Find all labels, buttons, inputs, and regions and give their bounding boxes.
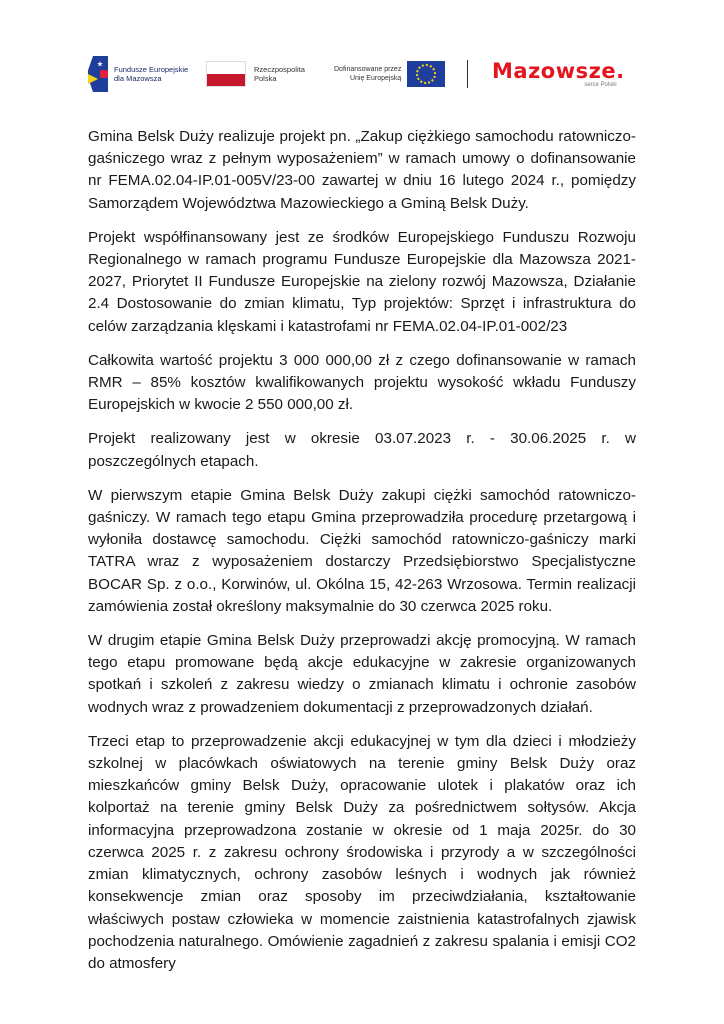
fe-logo-text: Fundusze Europejskie dla Mazowsza [114, 65, 189, 83]
fundusze-europejskie-logo [88, 52, 188, 96]
funding-logo-bar [88, 52, 648, 96]
eu-flag-icon [407, 61, 445, 87]
pl-logo-text: Rzeczpospolita Polska [254, 65, 305, 83]
mazowsze-wordmark: Mazowsze. [492, 59, 625, 83]
polish-flag-icon [206, 61, 246, 87]
rzeczpospolita-polska-logo [206, 52, 305, 96]
paragraph-total-value: Całkowita wartość projektu 3 000 000,00 zł z czego dofinansowanie w ramach RMR – 85% kosztów kwalifikowanych projektu wysokość wkładu Funduszy Europejskich w kwocie 2 550 000,00 zł. [88, 351, 636, 414]
document-body [88, 126, 636, 987]
paragraph-period: Projekt realizowany jest w okresie 03.07.2023 r. - 30.06.2025 r. w poszczególnych etapach. [88, 430, 636, 470]
paragraph-stage-two: W drugim etapie Gmina Belsk Duży przeprowadzi akcję promocyjną. W ramach tego etapu promowane będą akcje edukacyjne w zakresie organizowanych spotkań i szkoleń z zakresu wiedzy o zmianach klimatu i ochronie zasobów wodnych wraz z prowadzeniem dokumentacji z przeprowadzonych działań. [88, 632, 636, 716]
eu-logo-text: Dofinansowane przez Unię Europejską [334, 66, 402, 82]
logo-divider [467, 60, 468, 88]
paragraph-project-intro: Gmina Belsk Duży realizuje projekt pn. „Zakup ciężkiego samochodu ratowniczo-gaśniczego wraz z pełnym wyposażeniem” w ramach umowy o dofinansowanie nr FEMA.02.04-IP.01-005V/23-00 zawartej w dniu 16 lutego 2024 r., pomiędzy Samorządem Województwa Mazowieckiego a Gminą Belsk Duży. [88, 128, 636, 212]
mazowsze-logo [492, 52, 625, 96]
paragraph-cofinancing: Projekt współfinansowany jest ze środków Europejskiego Funduszu Rozwoju Regionalnego w ramach programu Fundusze Europejskie dla Mazowsza 2021-2027, Priorytet II Fundusze Europejskie na zielony rozwój Mazowsza, Działanie 2.4 Dostosowanie do zmian klimatu, Typ projektów: Sprzęt i infrastruktura do celów zarządzania klęskami i katastrofami nr FEMA.02.04-IP.01-002/23 [88, 228, 636, 335]
fe-emblem-icon [88, 56, 108, 92]
eu-funding-logo [334, 52, 445, 96]
paragraph-stage-three: Trzeci etap to przeprowadzenie akcji edukacyjnej w tym dla dzieci i młodzieży szkolnej w placówkach oświatowych na terenie gminy Belsk Duży oraz mieszkańców gminy Belsk Duży, opracowanie ulotek i plakatów oraz ich kolportaż na terenie gminy Belsk Duży za pośrednictwem sołtysów. Akcja informacyjna przeprowadzona zostanie w okresie od 1 maja 2025r. do 30 czerwca 2025 r. z zakresu ochrony środowiska i przyrody a w szczególności zmian klimatycznych, ochrony zasobów leśnych i wodnych jak również konsekwencje zmian oraz sposoby im przeciwdziałania, kształtowanie właściwych postaw człowieka w momencie zaistnienia katastrofalnych zjawisk pochodzenia naturalnego. Omówienie zagadnień z zakresu spalania i emisji CO2 do atmosfery [88, 732, 636, 972]
mazowsze-tagline: serce Polski [584, 82, 617, 88]
paragraph-stage-one: W pierwszym etapie Gmina Belsk Duży zakupi ciężki samochód ratowniczo-gaśniczy. W ramach tego etapu Gmina przeprowadziła procedurę przetargową i wyłoniła dostawcę samochodu. Ciężki samochód ratowniczo-gaśniczy marki TATRA wraz z wyposażeniem dostarczy Przedsiębiorstwo Specjalistyczne BOCAR Sp. z o.o., Korwinów, ul. Okólna 15, 42-263 Wrzosowa. Termin realizacji zamówienia został określony maksymalnie do 30 czerwca 2025 roku. [88, 486, 636, 615]
